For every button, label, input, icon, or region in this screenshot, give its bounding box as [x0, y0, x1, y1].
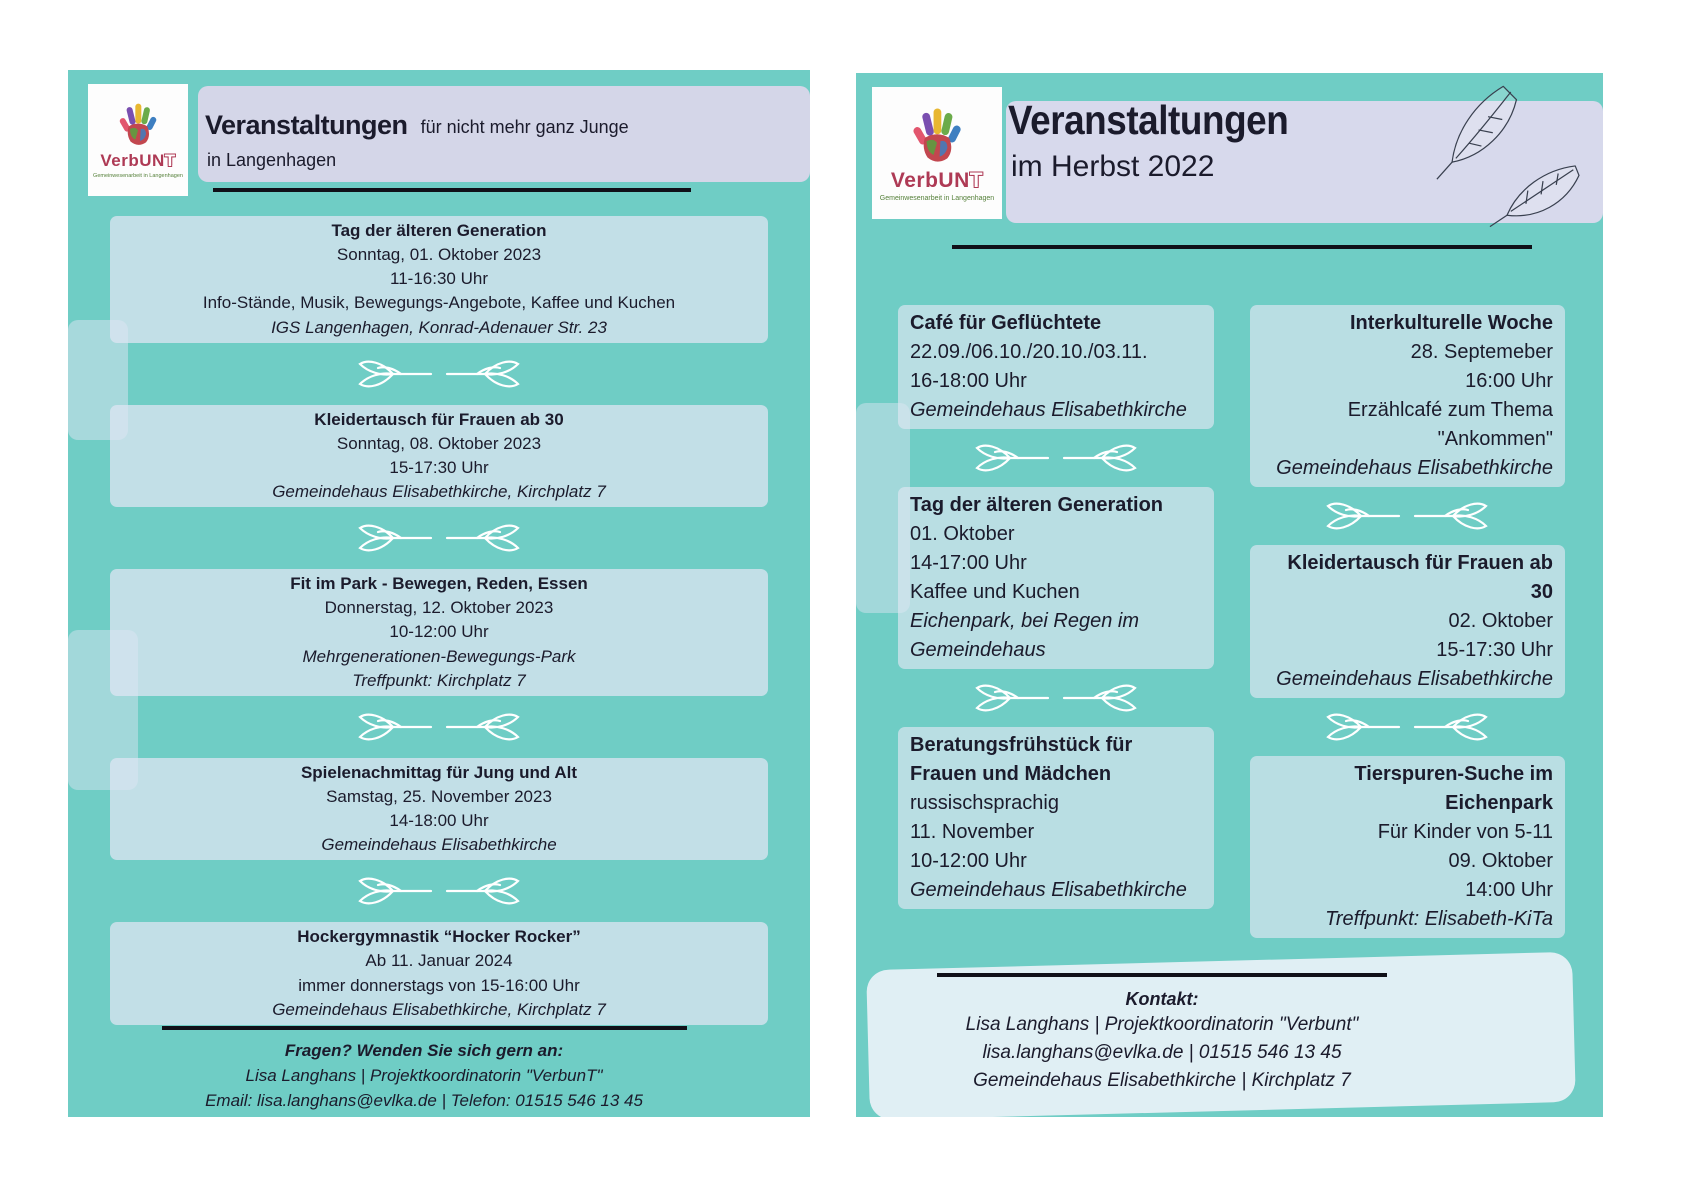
- event-line: 15-17:30 Uhr: [389, 457, 489, 477]
- event-line: Kaffee und Kuchen: [910, 581, 1080, 603]
- footer-line: Gemeindehaus Elisabethkirche | Kirchplatz 7: [973, 1070, 1351, 1091]
- event-block: [1250, 305, 1566, 487]
- footer-heading: Fragen? Wenden Sie sich gern an:: [284, 1040, 564, 1060]
- brand-text: [100, 151, 175, 171]
- event-line: Gemeindehaus Elisabethkirche: [1276, 457, 1553, 479]
- event-line: 15-17:30 Uhr: [1436, 639, 1553, 661]
- flyer-subtitle-line2: in Langenhagen: [207, 150, 337, 170]
- event-block: [1250, 545, 1566, 698]
- event-line: 10-12:00 Uhr: [910, 850, 1027, 872]
- event-line: Mehrgenerationen-Bewegungs-Park: [302, 646, 576, 666]
- event-line: Sonntag, 01. Oktober 2023: [336, 245, 542, 265]
- event-line: 16-18:00 Uhr: [910, 370, 1027, 392]
- brand-text-outlined-t: T: [164, 151, 176, 170]
- hand-logo-icon: [910, 105, 964, 167]
- flyer-header: [205, 110, 629, 171]
- event-title: Kleidertausch für Frauen ab 30: [314, 409, 564, 429]
- brand-text: [891, 169, 983, 193]
- event-line: Donnerstag, 12. Oktober 2023: [324, 598, 554, 618]
- event-title: Tag der älteren Generation: [910, 494, 1164, 516]
- event-line: Erzählcafé zum Thema: [1347, 399, 1553, 421]
- event-line: Eichenpark, bei Regen im: [910, 610, 1140, 632]
- footer-line: Lisa Langhans | Projektkoordinatorin "Verbunt": [965, 1014, 1359, 1035]
- event-line: IGS Langenhagen, Konrad-Adenauer Str. 23: [271, 317, 607, 337]
- event-line: 09. Oktober: [1448, 850, 1553, 872]
- event-block: [110, 216, 768, 343]
- event-line: immer donnerstags von 15-16:00 Uhr: [298, 975, 580, 995]
- event-line: Gemeindehaus Elisabethkirche: [910, 399, 1187, 421]
- event-title: Interkulturelle Woche: [1349, 312, 1553, 334]
- event-line: 14-18:00 Uhr: [389, 811, 489, 830]
- flyer-title: Veranstaltungen: [205, 110, 408, 140]
- right-flyer-col-right: [1250, 305, 1566, 938]
- event-line: Sonntag, 08. Oktober 2023: [336, 433, 542, 453]
- logo-tagline: Gemeinwesenarbeit in Langenhagen: [879, 194, 995, 202]
- event-block: [110, 569, 768, 696]
- event-line: 02. Oktober: [1448, 610, 1553, 632]
- hand-logo-icon: [117, 101, 159, 149]
- event-line: Treffpunkt: Elisabeth-KiTa: [1325, 908, 1553, 930]
- event-line: 01. Oktober: [910, 523, 1015, 545]
- event-line: 10-12:00 Uhr: [389, 622, 489, 642]
- event-block: [1250, 756, 1566, 938]
- logo: [88, 84, 188, 196]
- event-line: 28. Septemeber: [1410, 341, 1553, 363]
- brand-text-main: VerbUN: [890, 168, 970, 192]
- event-line: 11-16:30 Uhr: [390, 269, 488, 289]
- event-block: [898, 727, 1214, 909]
- event-title: Frauen und Mädchen: [910, 763, 1112, 785]
- event-title: Tierspuren-Suche im: [1354, 763, 1553, 785]
- footer-rule: [937, 973, 1387, 977]
- flyer-footer: [68, 1026, 780, 1113]
- footer-rule: [162, 1026, 687, 1030]
- event-title: Fit im Park - Bewegen, Reden, Essen: [290, 574, 588, 594]
- footer-line: lisa.langhans@evlka.de | 01515 546 13 45: [982, 1042, 1342, 1063]
- event-block: [898, 487, 1214, 669]
- event-block: [898, 305, 1214, 429]
- event-line: Info-Stände, Musik, Bewegungs-Angebote, Kaffee und Kuchen: [202, 293, 676, 313]
- left-flyer: [68, 70, 810, 1117]
- event-line: Samstag, 25. November 2023: [326, 786, 552, 806]
- divider-ornament: [1307, 712, 1507, 742]
- footer-heading: Kontakt:: [1125, 989, 1199, 1009]
- divider-ornament: [1307, 501, 1507, 531]
- event-line: 22.09./06.10./20.10./03.11.: [910, 341, 1148, 363]
- flyer-subtitle: im Herbst 2022: [1011, 150, 1215, 183]
- event-title: Kleidertausch für Frauen ab 30: [1287, 552, 1553, 603]
- footer-line: Lisa Langhans | Projektkoordinatorin "VerbunT": [245, 1065, 603, 1085]
- left-flyer-events: [68, 216, 810, 1025]
- event-line: 14-17:00 Uhr: [910, 552, 1027, 574]
- logo: [872, 87, 1002, 219]
- event-line: Gemeindehaus Elisabethkirche: [321, 835, 557, 855]
- event-line: russischsprachig: [910, 792, 1059, 814]
- event-block: [110, 405, 768, 508]
- right-flyer: [856, 73, 1603, 1117]
- event-title: Tag der älteren Generation: [331, 221, 547, 240]
- right-flyer-col-left: [898, 305, 1214, 938]
- logo-tagline: Gemeinwesenarbeit in Langenhagen: [93, 173, 183, 179]
- events-columns: [898, 305, 1565, 938]
- event-line: 14:00 Uhr: [1465, 879, 1553, 901]
- event-line: "Ankommen": [1437, 428, 1553, 450]
- divider-ornament: [354, 359, 524, 389]
- divider-ornament: [956, 443, 1156, 473]
- event-line: Gemeindehaus Elisabethkirche: [1276, 668, 1553, 690]
- event-title: Beratungsfrühstück für: [910, 734, 1133, 756]
- event-line: Ab 11. Januar 2024: [365, 951, 513, 971]
- event-line: Gemeindehaus Elisabethkirche, Kirchplatz 7: [272, 999, 606, 1019]
- event-line: Für Kinder von 5-11: [1377, 821, 1553, 843]
- divider-ornament: [956, 683, 1156, 713]
- divider-ornament: [354, 523, 524, 553]
- divider-ornament: [354, 712, 524, 742]
- event-line: Gemeindehaus Elisabethkirche, Kirchplatz 7: [272, 482, 606, 501]
- flyer-subtitle: für nicht mehr ganz Junge: [420, 117, 629, 137]
- divider-ornament: [354, 876, 524, 906]
- header-rule: [952, 245, 1532, 249]
- event-title: Spielenachmittag für Jung und Alt: [300, 762, 578, 782]
- brand-text-main: VerbUN: [100, 151, 165, 170]
- header-rule: [213, 188, 691, 192]
- event-line: Gemeindehaus Elisabethkirche: [910, 879, 1187, 901]
- event-title: Hockergymnastik “Hocker Rocker”: [297, 927, 581, 947]
- flyer-title: Veranstaltungen: [1008, 97, 1289, 143]
- event-line: 11. November: [910, 821, 1035, 843]
- event-line: Treffpunkt: Kirchplatz 7: [352, 670, 526, 690]
- autumn-leaves-icon: [1389, 75, 1589, 255]
- event-block: [110, 922, 768, 1025]
- flyer-footer: [856, 973, 1468, 1095]
- flyer-header: [1008, 97, 1319, 184]
- brand-text-outlined-t: T: [969, 168, 984, 192]
- event-title: Eichenpark: [1445, 792, 1553, 814]
- event-block: [110, 758, 768, 861]
- event-line: Gemeindehaus: [910, 639, 1046, 661]
- event-title: Café für Geflüchtete: [910, 312, 1102, 334]
- event-line: 16:00 Uhr: [1465, 370, 1553, 392]
- footer-line: Email: lisa.langhans@evlka.de | Telefon: 01515 546 13 45: [205, 1090, 643, 1110]
